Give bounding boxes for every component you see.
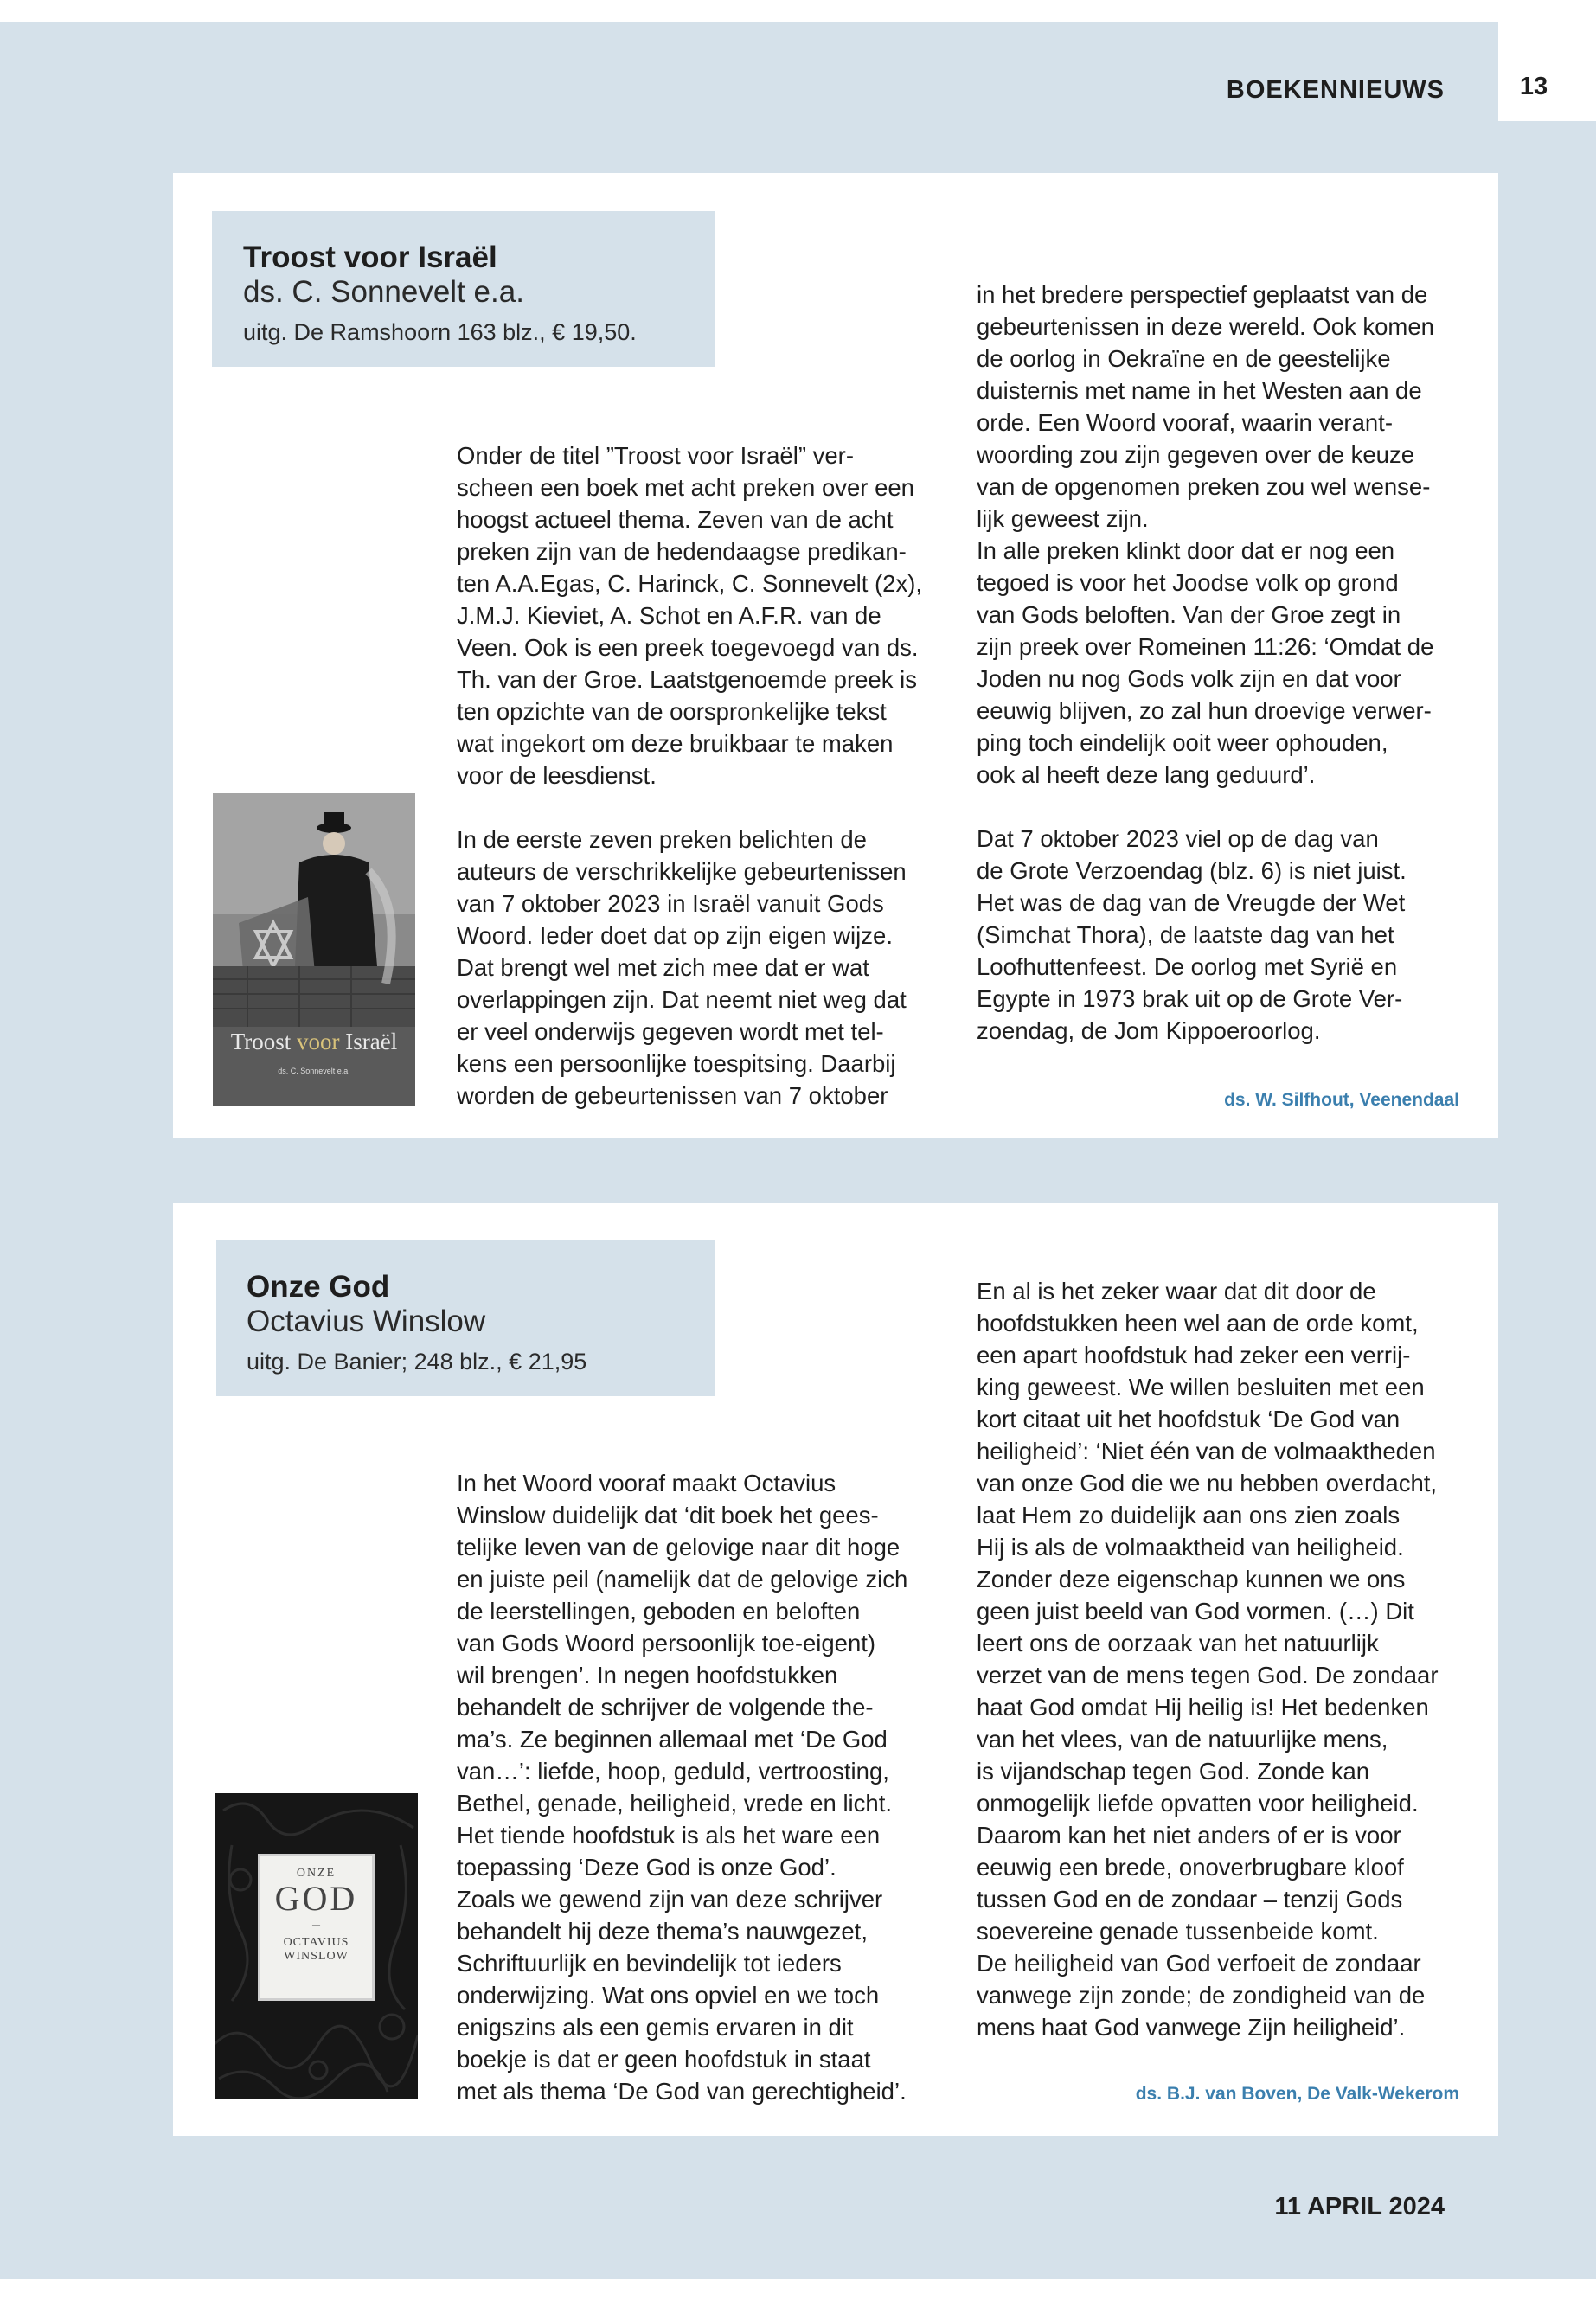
text-line: haat God omdat Hij heilig is! Het bedenken (977, 1694, 1429, 1721)
text-line: de leerstellingen, geboden en beloften (457, 1598, 861, 1625)
text-line: kort citaat uit het hoofdstuk ‘De God van (977, 1406, 1401, 1433)
text-line: orde. Een Woord vooraf, waarin verant- (977, 409, 1393, 436)
text-line: met als thema ‘De God van gerechtigheid’. (457, 2078, 907, 2105)
text-line: voor de leesdienst. (457, 762, 657, 789)
text-line: ten opzichte van de oorspronkelijke tekst (457, 698, 887, 725)
text-line: is vijandschap tegen God. Zonde kan (977, 1758, 1370, 1785)
text-line: eeuwig blijven, zo zal hun droevige verwer- (977, 697, 1432, 724)
text-line: de Grote Verzoendag (blz. 6) is niet juist. (977, 857, 1407, 884)
text-line: ma’s. Ze beginnen allemaal met ‘De God (457, 1726, 888, 1753)
text-line: boekje is dat er geen hoofdstuk in staat (457, 2046, 871, 2073)
text-line: (Simchat Thora), de laatste dag van het (977, 921, 1394, 948)
text-line: Schriftuurlijk en bevindelijk tot ieders (457, 1950, 842, 1977)
text-line: van Gods beloften. Van der Groe zegt in (977, 601, 1401, 628)
text-line: soevereine genade tussenbeide komt. (977, 1918, 1379, 1945)
text-line: van 7 oktober 2023 in Israël vanuit Gods (457, 890, 884, 917)
book-cover-image (213, 793, 415, 1106)
text-line: er veel onderwijs gegeven wordt met tel- (457, 1018, 884, 1045)
book-publisher: uitg. De Ramshoorn 163 blz., € 19,50. (243, 319, 637, 345)
text-line: een apart hoofdstuk had zeker een verrij- (977, 1342, 1411, 1368)
text-line: Dat 7 oktober 2023 viel op de dag van (977, 825, 1379, 852)
text-line: lijk geweest zijn. (977, 505, 1149, 532)
text-line: Woord. Ieder doet dat op zijn eigen wijze. (457, 922, 893, 949)
page-number-box (1498, 22, 1596, 121)
text-line: Egypte in 1973 brak uit op de Grote Ver- (977, 985, 1403, 1012)
text-line: worden de gebeurtenissen van 7 oktober (457, 1082, 888, 1109)
text-line: kens een persoonlijke toespitsing. Daarbij (457, 1050, 896, 1077)
text-line: duisternis met name in het Westen aan de (977, 377, 1422, 404)
text-line: woording zou zijn gegeven over de keuze (977, 441, 1415, 468)
reviewer-signature: ds. W. Silfhout, Veenendaal (1224, 1090, 1459, 1110)
text-line: Loofhuttenfeest. De oorlog met Syrië en (977, 953, 1398, 980)
text-line: enigszins als een gemis ervaren in dit (457, 2014, 854, 2041)
text-line: toepassing ‘Deze God is onze God’. (457, 1854, 836, 1881)
book-title: Troost voor Israël (243, 240, 497, 274)
text-line: Het tiende hoofdstuk is als het ware een (457, 1822, 881, 1849)
cover-subtitle: ds. C. Sonnevelt e.a. (278, 1067, 350, 1075)
text-line: zijn preek over Romeinen 11:26: ‘Omdat de (977, 633, 1434, 660)
cover-title-main: GOD (274, 1879, 358, 1918)
text-line: in het bredere perspectief geplaatst van de (977, 281, 1428, 308)
cover-divider: — (312, 1920, 320, 1929)
text-line: eeuwig een brede, onoverbrugbare kloof (977, 1854, 1404, 1881)
text-line: hoofdstukken heen wel aan de orde komt, (977, 1310, 1419, 1336)
text-line: En al is het zeker waar dat dit door de (977, 1278, 1376, 1304)
book-title-box (216, 1240, 715, 1396)
review-text-column-1 (457, 439, 941, 1112)
book-title: Onze God (247, 1270, 390, 1304)
text-line: J.M.J. Kieviet, A. Schot en A.F.R. van de (457, 602, 881, 629)
text-line: laat Hem zo duidelijk aan ons zien zoals (977, 1502, 1401, 1529)
text-line: overlappingen zijn. Dat neemt niet weg dat (457, 986, 907, 1013)
text-line: In de eerste zeven preken belichten de (457, 826, 867, 853)
text-line: Bethel, genade, heiligheid, vrede en licht. (457, 1790, 892, 1817)
book-cover-image (215, 1793, 418, 2099)
text-line: ten A.A.Egas, C. Harinck, C. Sonnevelt (2x), (457, 570, 923, 597)
text-line: Het was de dag van de Vreugde der Wet (977, 889, 1406, 916)
text-line: wat ingekort om deze bruikbaar te maken (457, 730, 894, 757)
text-line: In alle preken klinkt door dat er nog een (977, 537, 1395, 564)
review-card-onze-god (173, 1203, 1498, 2136)
book-publisher: uitg. De Banier; 248 blz., € 21,95 (247, 1349, 587, 1375)
text-line: behandelt hij deze thema’s nauwgezet, (457, 1918, 868, 1945)
text-line: mens haat God vanwege Zijn heiligheid’. (977, 2014, 1406, 2041)
section-label: BOEKENNIEUWS (1226, 76, 1445, 104)
text-line: zoendag, de Jom Kippoeroorlog. (977, 1017, 1321, 1044)
text-line: hoogst actueel thema. Zeven van de acht (457, 506, 894, 533)
text-line: ook al heeft deze lang geduurd’. (977, 761, 1316, 788)
text-line: onderwijzing. Wat ons opviel en we toch (457, 1982, 880, 2009)
text-line: Daarom kan het niet anders of er is voor (977, 1822, 1401, 1849)
text-line: tussen God en de zondaar – tenzij Gods (977, 1886, 1403, 1913)
text-line (457, 792, 941, 824)
text-line: Hij is als de volmaaktheid van heiligheid. (977, 1534, 1404, 1561)
cover-title-top: ONZE (296, 1867, 337, 1880)
book-author: Octavius Winslow (247, 1304, 486, 1338)
text-line: leert ons de oorzaak van het natuurlijk (977, 1630, 1379, 1657)
cover-illustration (213, 793, 415, 1106)
text-line: scheen een boek met acht preken over een (457, 474, 914, 501)
text-line: Onder de titel ”Troost voor Israël” ver- (457, 442, 854, 469)
text-line: Zoals we gewend zijn van deze schrijver (457, 1886, 883, 1913)
review-card-troost-voor-israel (173, 173, 1498, 1138)
text-line: De heiligheid van God verfoeit de zondaar (977, 1950, 1421, 1977)
cover-author-line-1: OCTAVIUS (283, 1936, 349, 1949)
text-line: ping toch eindelijk ooit weer ophouden, (977, 729, 1388, 756)
text-line: heiligheid’: ‘Niet één van de volmaaktheden (977, 1438, 1436, 1465)
text-line: auteurs de verschrikkelijke gebeurtenissen (457, 858, 907, 885)
text-line: tegoed is voor het Joodse volk op grond (977, 569, 1399, 596)
text-line: Veen. Ook is een preek toegevoegd van ds. (457, 634, 919, 661)
text-line: behandelt de schrijver de volgende the- (457, 1694, 874, 1721)
text-line: Zonder deze eigenschap kunnen we ons (977, 1566, 1406, 1593)
text-line: van onze God die we nu hebben overdacht, (977, 1470, 1438, 1497)
page-number: 13 (1519, 73, 1548, 100)
text-line: Winslow duidelijk dat ‘dit boek het gees- (457, 1502, 879, 1529)
text-line: verzet van de mens tegen God. De zondaar (977, 1662, 1439, 1689)
text-line: vanwege zijn zonde; de zondigheid van de (977, 1982, 1426, 2009)
issue-date: 11 APRIL 2024 (1274, 2193, 1445, 2221)
text-line: de oorlog in Oekraïne en de geestelijke (977, 345, 1391, 372)
reviewer-signature: ds. B.J. van Boven, De Valk-Wekerom (1135, 2084, 1459, 2104)
book-title-box (212, 211, 715, 367)
review-text-column-2 (977, 1275, 1478, 2043)
text-line: preken zijn van de hedendaagse predikan- (457, 538, 907, 565)
text-line: In het Woord vooraf maakt Octavius (457, 1470, 836, 1497)
text-line: Joden nu nog Gods volk zijn en dat voor (977, 665, 1401, 692)
text-line (977, 791, 1478, 823)
cover-title-plate (258, 1854, 375, 2001)
text-line: telijke leven van de gelovige naar dit hoge (457, 1534, 901, 1561)
text-line: van het vlees, van de natuurlijke mens, (977, 1726, 1388, 1753)
text-line: Dat brengt wel met zich mee dat er wat (457, 954, 869, 981)
text-line: van de opgenomen preken zou wel wense- (977, 473, 1431, 500)
text-line: onmogelijk liefde opvatten voor heiligheid. (977, 1790, 1419, 1817)
review-text-column-2 (977, 279, 1478, 1047)
book-author: ds. C. Sonnevelt e.a. (243, 275, 524, 309)
text-line: van…’: liefde, hoop, geduld, vertroosting, (457, 1758, 889, 1785)
text-line: geen juist beeld van God vormen. (…) Dit (977, 1598, 1414, 1625)
cover-title: Troost voor Israël (230, 1029, 398, 1054)
review-text-column-1 (457, 1467, 941, 2107)
text-line: king geweest. We willen besluiten met een (977, 1374, 1425, 1400)
text-line: van Gods Woord persoonlijk toe-eigent) (457, 1630, 876, 1657)
cover-author-line-2: WINSLOW (284, 1950, 349, 1963)
text-line: wil brengen’. In negen hoofdstukken (457, 1662, 838, 1689)
text-line: gebeurtenissen in deze wereld. Ook komen (977, 313, 1434, 340)
text-line: en juiste peil (namelijk dat de gelovige zich (457, 1566, 908, 1593)
text-line: Th. van der Groe. Laatstgenoemde preek is (457, 666, 917, 693)
